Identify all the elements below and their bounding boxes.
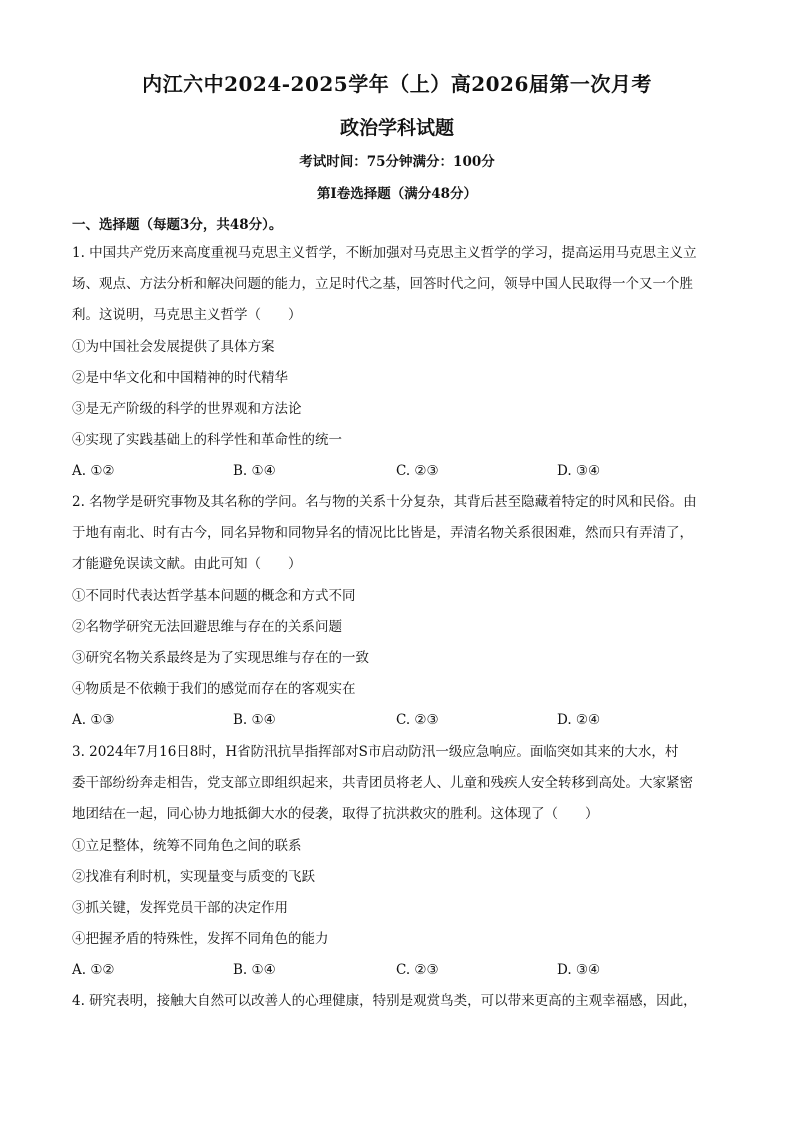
- question-text-line: 4. 研究表明，接触大自然可以改善人的心理健康，特别是观赏鸟类，可以带来更高的主观幸福感，因此，: [72, 993, 697, 1009]
- statement-item: ①不同时代表达哲学基本问题的概念和方式不同: [72, 587, 356, 604]
- question-1: [72, 238, 722, 488]
- question-text-line: 于地有南北、时有古今，同名异物和同物异名的情况比比皆是，弄清名物关系很困难，然而只有弄清了，: [72, 525, 693, 542]
- statement-item: ②名物学研究无法回避思维与存在的关系问题: [72, 618, 342, 635]
- exam-title: 内江六中2024-2025学年（上）高2026届第一次月考: [142, 72, 652, 96]
- statement-item: ③是无产阶级的科学的世界观和方法论: [72, 400, 302, 417]
- subject-title: 政治学科试题: [339, 117, 454, 139]
- answer-options: [72, 955, 722, 986]
- statement-item: ②找准有利时机，实现量变与质变的飞跃: [72, 868, 315, 885]
- option-d[interactable]: D. ②④: [557, 712, 601, 729]
- statement-item: ①立足整体，统筹不同角色之间的联系: [72, 837, 302, 854]
- question-text-line: 场、观点、方法分析和解决问题的能力，立足时代之基，回答时代之问，领导中国人民取得一个又一个胜: [72, 276, 693, 293]
- option-a[interactable]: A. ①③: [72, 712, 115, 729]
- option-a[interactable]: A. ①②: [72, 463, 115, 480]
- option-d[interactable]: D. ③④: [557, 463, 601, 480]
- statement-item: ④物质是不依赖于我们的感觉而存在的客观实在: [72, 681, 356, 698]
- question-text-line: 3. 2024年7月16日8时，H省防汛抗旱指挥部对S市启动防汛一级应急响应。面临突如其来的大水，村: [72, 744, 679, 760]
- question-2: [72, 487, 722, 737]
- question-text-line: 1. 中国共产党历来高度重视马克思主义哲学，不断加强对马克思主义哲学的学习，提高运用马克思主义立: [72, 245, 697, 261]
- question-text-line: 委干部纷纷奔走相告，党支部立即组织起来，共青团员将老人、儿童和残疾人安全转移到高处。大家紧密: [72, 775, 693, 792]
- part-title: 第Ⅰ卷选择题（满分48分）: [316, 186, 478, 202]
- question-text-line: 2. 名物学是研究事物及其名称的学问。名与物的关系十分复杂，其背后甚至隐藏着特定的时风和民俗。由: [72, 494, 697, 510]
- option-d[interactable]: D. ③④: [557, 962, 601, 979]
- question-text-line: 才能避免误读文献。由此可知（ ）: [72, 556, 302, 573]
- statement-item: ②是中华文化和中国精神的时代精华: [72, 369, 288, 386]
- section-heading: 一、选择题（每题3分，共48分）。: [72, 217, 283, 233]
- option-c[interactable]: C. ②③: [396, 463, 439, 480]
- option-b[interactable]: B. ①④: [233, 463, 276, 480]
- statement-item: ③研究名物关系最终是为了实现思维与存在的一致: [72, 649, 369, 666]
- statement-item: ④把握矛盾的特殊性，发挥不同角色的能力: [72, 931, 329, 948]
- statement-item: ①为中国社会发展提供了具体方案: [72, 338, 275, 355]
- answer-options: [72, 705, 722, 736]
- question-3: [72, 737, 722, 987]
- question-text-line: 利。这说明，马克思主义哲学（ ）: [72, 307, 302, 324]
- option-c[interactable]: C. ②③: [396, 712, 439, 729]
- answer-options: [72, 456, 722, 487]
- statement-item: ④实现了实践基础上的科学性和革命性的统一: [72, 432, 342, 449]
- question-4: [72, 986, 722, 1017]
- statement-item: ③抓关键，发挥党员干部的决定作用: [72, 899, 288, 916]
- exam-info: 考试时间：75分钟满分：100分: [299, 154, 495, 170]
- option-b[interactable]: B. ①④: [233, 712, 276, 729]
- option-a[interactable]: A. ①②: [72, 962, 115, 979]
- option-b[interactable]: B. ①④: [233, 962, 276, 979]
- option-c[interactable]: C. ②③: [396, 962, 439, 979]
- question-text-line: 地团结在一起，同心协力地抵御大水的侵袭，取得了抗洪救灾的胜利。这体现了（ ）: [72, 806, 599, 823]
